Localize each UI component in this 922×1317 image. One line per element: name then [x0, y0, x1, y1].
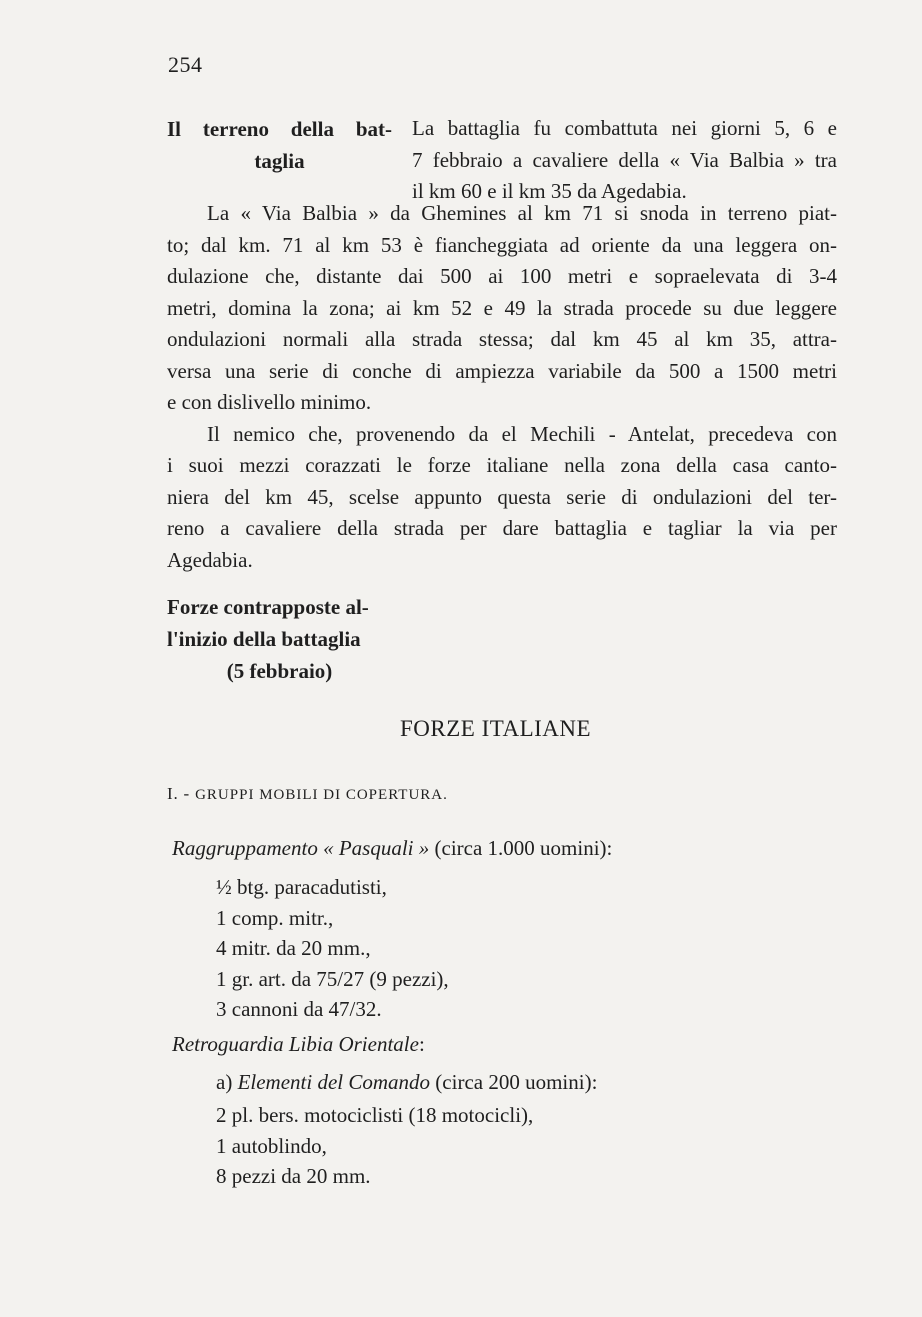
list-item: 8 pezzi da 20 mm. [216, 1164, 371, 1188]
body-text [167, 198, 837, 576]
sidenote-forces [167, 591, 392, 687]
unit-list [216, 1100, 533, 1192]
group-name: Retroguardia Libia Orientale [172, 1032, 419, 1056]
list-item: 4 mitr. da 20 mm., [216, 936, 371, 960]
sidenote-line: Forze contrapposte al- [167, 595, 369, 619]
unit-list [216, 872, 449, 1025]
list-item: 3 cannoni da 47/32. [216, 997, 382, 1021]
list-item: 2 pl. bers. motociclisti (18 motocicli), [216, 1103, 534, 1127]
text-line: Il nemico che, provenendo da el Mechili - Antelat, precedeva con [207, 421, 837, 446]
list-item: ½ btg. paracadutisti, [216, 875, 387, 899]
text-line: to; dal km. 71 al km 53 è fiancheggiata ad oriente da una leggera on- [167, 232, 837, 257]
sidenote-line: Il terreno della bat- [167, 117, 392, 141]
group-name: Raggruppamento « Pasquali » [172, 836, 430, 860]
subgroup-note: (circa 200 uomini): [430, 1070, 598, 1094]
list-heading-number: I. - [167, 784, 191, 803]
list-heading [167, 784, 448, 804]
text-line: versa una serie di conche di ampiezza variabile da 500 a 1500 metri [167, 358, 837, 383]
text-line: i suoi mezzi corazzati le forze italiane nella zona della casa canto- [167, 453, 837, 477]
text-line: reno a cavaliere della strada per dare battaglia e tagliar la via per [167, 516, 837, 540]
sidenote-terrain [167, 113, 392, 177]
text-line: e con dislivello minimo. [167, 390, 372, 414]
text-line: ondulazioni normali alla strada stessa; dal km 45 al km 35, attra- [167, 327, 837, 351]
text-line: metri, domina la zona; ai km 52 e 49 la strada procede su due leggere [167, 295, 837, 320]
text-line: La battaglia fu combattuta nei giorni 5, 6 e [412, 116, 837, 140]
section-heading: FORZE ITALIANE [400, 716, 592, 741]
group-note: (circa 1.000 uomini): [429, 836, 613, 860]
sidenote-line: taglia [254, 149, 305, 173]
list-item: 1 comp. mitr., [216, 905, 334, 930]
text-line: 7 febbraio a cavaliere della « Via Balbia » tra [412, 147, 837, 172]
group-title [172, 832, 612, 864]
text-line: niera del km 45, scelse appunto questa serie di ondulazioni del ter- [167, 484, 837, 509]
list-item: 1 autoblindo, [216, 1133, 327, 1158]
sidenote-line: l'inizio della battaglia [167, 627, 361, 651]
subgroup-name: Elementi del Comando [237, 1070, 431, 1094]
subgroup-title [216, 1066, 597, 1098]
group-title-suffix: : [418, 1032, 425, 1056]
list-item: 1 gr. art. da 75/27 (9 pezzi), [216, 966, 449, 991]
group-title [172, 1028, 425, 1060]
page-number: 254 [168, 52, 203, 77]
text-line: dulazione che, distante dai 500 ai 100 metri e sopraelevata di 3-4 [167, 264, 837, 288]
list-heading-title: GRUPPI MOBILI DI COPERTURA. [195, 787, 448, 803]
intro-paragraph [412, 113, 837, 208]
text-line: Agedabia. [167, 547, 253, 572]
sidenote-line: (5 febbraio) [226, 659, 333, 683]
subgroup-marker: a) [216, 1070, 233, 1094]
text-line: il km 60 e il km 35 da Agedabia. [412, 179, 687, 203]
text-line: La « Via Balbia » da Ghemines al km 71 si snoda in terreno piat- [207, 201, 837, 225]
